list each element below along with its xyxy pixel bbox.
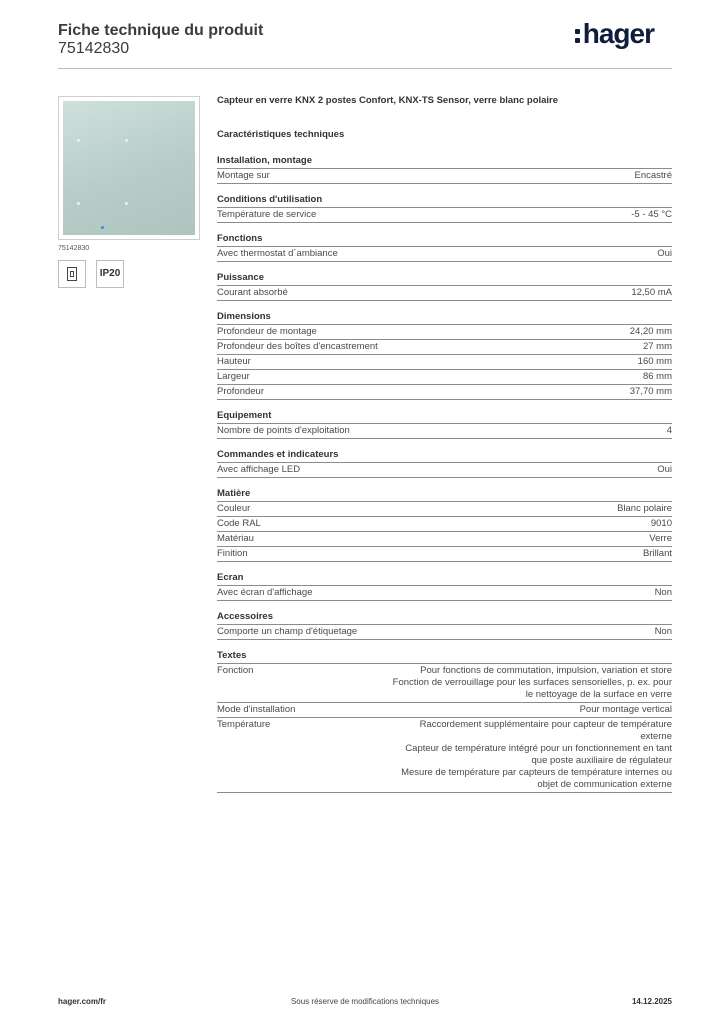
spec-value: 4 (666, 425, 672, 436)
ip-rating-badge: IP20 (96, 260, 124, 288)
print-date: 14.12.2025 (631, 997, 672, 1006)
spec-row (217, 586, 672, 601)
spec-row (217, 463, 672, 478)
spec-row (217, 532, 672, 547)
section-title: Puissance (217, 272, 672, 286)
spec-section (217, 272, 672, 301)
spec-label: Nombre de points d'exploitation (217, 425, 350, 436)
disclaimer: Sous réserve de modifications techniques (290, 997, 440, 1006)
spec-label: Fonction (217, 665, 254, 676)
spec-section (217, 311, 672, 400)
spec-row (217, 424, 672, 439)
spec-label: Largeur (217, 371, 250, 382)
spec-row-mode (217, 703, 672, 718)
spec-value-line: Fonction de verrouillage pour les surfaces sensorielles, p. ex. pour (392, 677, 672, 688)
spec-row (217, 247, 672, 262)
spec-value: Brillant (642, 548, 672, 559)
spec-row-temperature (217, 718, 672, 793)
spec-label: Code RAL (217, 518, 261, 529)
spec-value-line: Mesure de température par capteurs de température internes ou (401, 767, 672, 778)
led-indicator-icon (101, 226, 104, 229)
spec-section-texts (217, 650, 672, 793)
spec-row (217, 547, 672, 562)
section-title: Commandes et indicateurs (217, 449, 672, 463)
spec-section (217, 410, 672, 439)
spec-value: Pour montage vertical (579, 704, 672, 715)
spec-value: Encastré (634, 170, 672, 181)
product-title: Capteur en verre KNX 2 postes Confort, KNX-TS Sensor, verre blanc polaire (217, 95, 559, 106)
spec-label: Avec écran d'affichage (217, 587, 313, 598)
spec-label: Courant absorbé (217, 287, 288, 298)
spec-section (217, 572, 672, 601)
spec-sections (217, 155, 672, 640)
spec-row (217, 325, 672, 340)
sensor-point-icon (125, 202, 128, 205)
spec-row (217, 169, 672, 184)
specs-heading: Caractéristiques techniques (217, 129, 345, 140)
image-caption: 75142830 (58, 245, 90, 252)
spec-value: Oui (657, 464, 672, 475)
section-title: Ecran (217, 572, 672, 586)
spec-value: 24,20 mm (629, 326, 672, 337)
spec-label: Profondeur (217, 386, 265, 397)
spec-label: Mode d'installation (217, 704, 296, 715)
spec-row (217, 502, 672, 517)
logo-dots-icon (575, 27, 581, 44)
spec-label: Montage sur (217, 170, 270, 181)
section-title: Conditions d'utilisation (217, 194, 672, 208)
spec-value-line: le nettoyage de la surface en verre (525, 689, 672, 700)
spec-section (217, 233, 672, 262)
spec-value-line: Capteur de température intégré pour un fonctionnement en tant (405, 743, 672, 754)
flush-mount-icon (58, 260, 86, 288)
section-title: Accessoires (217, 611, 672, 625)
spec-label: Matériau (217, 533, 254, 544)
spec-row (217, 625, 672, 640)
spec-row (217, 208, 672, 223)
section-title: Dimensions (217, 311, 672, 325)
product-image (58, 96, 200, 240)
section-title: Textes (217, 650, 672, 664)
spec-row (217, 517, 672, 532)
spec-value: 86 mm (642, 371, 672, 382)
sensor-point-icon (77, 202, 80, 205)
page-header (58, 20, 672, 69)
website-link[interactable]: hager.com/fr (58, 997, 107, 1006)
spec-value: Blanc polaire (617, 503, 672, 514)
spec-value (372, 719, 672, 791)
spec-value-line: Pour fonctions de commutation, impulsion, variation et store (420, 665, 672, 676)
hager-logo: hager (575, 18, 654, 50)
spec-value: 9010 (650, 518, 672, 529)
spec-section (217, 611, 672, 640)
spec-value-line: externe (640, 731, 672, 742)
spec-value-line: que poste auxiliaire de régulateur (531, 755, 672, 766)
section-title: Equipement (217, 410, 672, 424)
spec-content (217, 95, 672, 803)
spec-row (217, 355, 672, 370)
spec-label: Température (217, 719, 271, 730)
spec-label: Finition (217, 548, 248, 559)
spec-value: Non (654, 587, 672, 598)
section-title: Matière (217, 488, 672, 502)
section-title: Fonctions (217, 233, 672, 247)
spec-section (217, 449, 672, 478)
spec-value: 160 mm (637, 356, 672, 367)
spec-value: 37,70 mm (629, 386, 672, 397)
spec-section (217, 155, 672, 184)
glass-panel-picture (63, 101, 195, 235)
sensor-point-icon (77, 139, 80, 142)
spec-value-line: Raccordement supplémentaire pour capteur de température (419, 719, 672, 730)
product-reference: 75142830 (58, 40, 130, 57)
spec-label: Hauteur (217, 356, 251, 367)
spec-value-line: objet de communication externe (537, 779, 672, 790)
spec-value: 27 mm (642, 341, 672, 352)
document-title: Fiche technique du produit (58, 22, 264, 39)
spec-row-fonction (217, 664, 672, 703)
spec-row (217, 286, 672, 301)
spec-value: Verre (649, 533, 672, 544)
spec-value: Oui (657, 248, 672, 259)
spec-row (217, 385, 672, 400)
spec-label: Profondeur de montage (217, 326, 317, 337)
spec-row (217, 370, 672, 385)
spec-label: Température de service (217, 209, 317, 220)
spec-value (372, 665, 672, 701)
spec-label: Profondeur des boîtes d'encastrement (217, 341, 378, 352)
spec-value: 12,50 mA (631, 287, 672, 298)
spec-value: Non (654, 626, 672, 637)
spec-row (217, 340, 672, 355)
spec-section (217, 488, 672, 562)
spec-label: Avec affichage LED (217, 464, 301, 475)
sensor-point-icon (125, 139, 128, 142)
spec-label: Couleur (217, 503, 251, 514)
section-title: Installation, montage (217, 155, 672, 169)
spec-section (217, 194, 672, 223)
spec-label: Avec thermostat d´ambiance (217, 248, 338, 259)
spec-label: Comporte un champ d'étiquetage (217, 626, 358, 637)
spec-value: -5 - 45 °C (631, 209, 672, 220)
